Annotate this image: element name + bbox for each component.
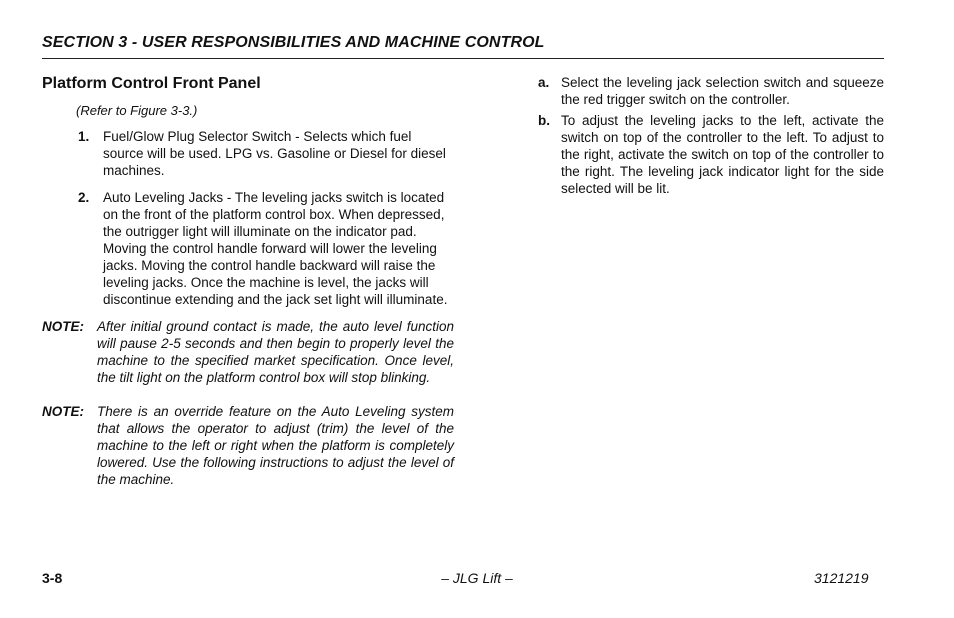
item-letter: a.	[538, 75, 550, 90]
list-item	[538, 112, 884, 197]
section-title: SECTION 3 - USER RESPONSIBILITIES AND MACHINE CONTROL	[42, 34, 545, 51]
figure-reference: (Refer to Figure 3-3.)	[76, 103, 198, 118]
header-rule	[42, 58, 884, 59]
item-letter: b.	[538, 113, 550, 128]
note-text: After initial ground contact is made, the auto level function will pause 2-5 seconds and then begin to properly level the machine to the specified market specification. Once level, the tilt light on the platform control box will stop blinking.	[97, 319, 454, 385]
note-label: NOTE:	[42, 319, 84, 334]
note-block	[42, 403, 454, 488]
list-item	[42, 128, 454, 179]
note-block	[42, 318, 454, 386]
item-text: Select the leveling jack selection switch and squeeze the red trigger switch on the controller.	[561, 75, 884, 107]
item-text: Fuel/Glow Plug Selector Switch - Selects which fuel source will be used. LPG vs. Gasoline or Diesel for diesel machines.	[103, 129, 446, 178]
right-column	[538, 74, 884, 201]
note-text: There is an override feature on the Auto Leveling system that allows the operator to adjust (trim) the level of the machine to the left or right when the platform is completely lowered. Use the following instructions to adjust the level of the machine.	[97, 404, 454, 487]
footer-title: – JLG Lift –	[441, 570, 513, 586]
item-number: 1.	[78, 129, 90, 144]
item-number: 2.	[78, 190, 90, 205]
panel-heading: Platform Control Front Panel	[42, 75, 261, 92]
item-text: Auto Leveling Jacks - The leveling jacks switch is located on the front of the platform control box. When depressed, the outrigger light will illuminate on the indicator pad. Moving the control handle forward will lower the leveling jacks. Moving the control handle backward will raise the leveling jacks. Once the machine is level, the jacks will discontinue extending and the jack set light will illuminate.	[103, 190, 448, 307]
page-number: 3-8	[42, 570, 63, 586]
left-column	[42, 74, 454, 488]
note-label: NOTE:	[42, 404, 84, 419]
list-item	[538, 74, 884, 108]
document-number: 3121219	[814, 570, 869, 586]
item-text: To adjust the leveling jacks to the left, activate the switch on top of the controller to the left. To adjust to the right, activate the switch on top of the controller to the right. The leveling jack indicator light for the side selected will be lit.	[561, 113, 884, 196]
list-item	[42, 189, 454, 308]
